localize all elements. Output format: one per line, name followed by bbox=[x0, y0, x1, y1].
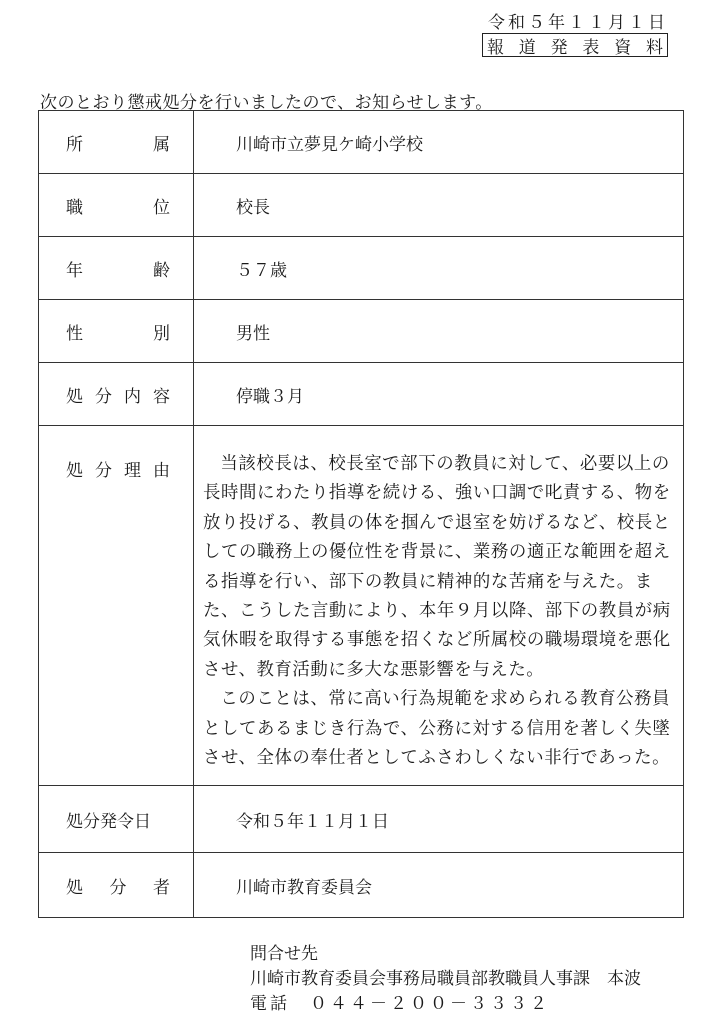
intro-text: 次のとおり懲戒処分を行いましたので、お知らせします。 bbox=[40, 93, 493, 113]
reason-paragraph: 当該校長は、校長室で部下の教員に対して、必要以上の長時間にわたり指導を続ける、強い口調で叱責する、物を放り投げる、教員の体を掴んで退室を妨げるなど、校長としての職務上の優位性を背景に、業務の適正な範囲を超える指導を行い、部下の教員に精神的な苦痛を与えた。また、こうした言動により、本年９月以降、部下の教員が病気休暇を取得する事態を招くなど所属校の職場環境を悪化させ、教育活動に多大な悪影響を与えた。 bbox=[203, 454, 671, 680]
row-value: 男性 bbox=[236, 323, 270, 344]
press-label-char: 資 bbox=[614, 37, 632, 58]
label-char: 属 bbox=[153, 134, 170, 155]
row-value: 川崎市立夢見ケ崎小学校 bbox=[236, 134, 423, 155]
label-char: 職 bbox=[66, 197, 83, 218]
row-label bbox=[39, 363, 194, 425]
label-char: 由 bbox=[153, 461, 170, 481]
press-label-char: 表 bbox=[582, 37, 600, 58]
press-label-char: 料 bbox=[645, 37, 663, 58]
label-char: 年 bbox=[66, 260, 83, 281]
row-value: ５７歳 bbox=[236, 260, 287, 281]
row-penalty bbox=[39, 363, 683, 426]
row-issuer bbox=[39, 853, 683, 918]
label-char: 内 bbox=[124, 386, 141, 407]
label-char: 分 bbox=[95, 386, 112, 407]
label-char: 者 bbox=[153, 877, 170, 898]
row-label bbox=[39, 174, 194, 236]
release-date: 令和５年１１月１日 bbox=[488, 13, 668, 33]
label-char: 位 bbox=[153, 197, 170, 218]
contact-phone: 電話 ０４４－２００－３３３２ bbox=[250, 994, 550, 1014]
disciplinary-table bbox=[38, 110, 684, 918]
label-char: 別 bbox=[153, 323, 170, 344]
press-release-label bbox=[482, 33, 668, 57]
row-label bbox=[39, 300, 194, 362]
label-char: 処 bbox=[66, 877, 83, 898]
row-value: 校長 bbox=[236, 197, 270, 218]
press-label-char: 道 bbox=[518, 37, 536, 58]
label-char: 分 bbox=[95, 461, 112, 481]
row-label bbox=[39, 426, 194, 785]
label-char: 処 bbox=[66, 461, 83, 481]
contact-department: 川崎市教育委員会事務局職員部教職員人事課 本波 bbox=[250, 969, 641, 989]
row-issue-date bbox=[39, 786, 683, 853]
press-label-char: 発 bbox=[550, 37, 568, 58]
label-char: 理 bbox=[124, 461, 141, 481]
row-label: 処分発令日 bbox=[39, 786, 194, 852]
row-position bbox=[39, 174, 683, 237]
label-char: 処 bbox=[66, 386, 83, 407]
label-char: 性 bbox=[66, 323, 83, 344]
label-char: 容 bbox=[153, 386, 170, 407]
contact-info bbox=[250, 942, 641, 1017]
row-label bbox=[39, 237, 194, 299]
press-label-char: 報 bbox=[487, 37, 504, 58]
row-value: 令和５年１１月１日 bbox=[236, 811, 389, 832]
label-char: 所 bbox=[66, 134, 83, 155]
row-affiliation bbox=[39, 111, 683, 174]
row-age bbox=[39, 237, 683, 300]
contact-heading: 問合せ先 bbox=[250, 944, 318, 964]
row-label bbox=[39, 111, 194, 173]
row-label bbox=[39, 853, 194, 917]
row-value: 川崎市教育委員会 bbox=[236, 877, 372, 898]
label-char: 分 bbox=[109, 877, 127, 898]
row-reason bbox=[39, 426, 683, 786]
row-value: 停職３月 bbox=[236, 386, 304, 407]
row-gender bbox=[39, 300, 683, 363]
label-char: 齢 bbox=[153, 260, 170, 281]
reason-paragraph: このことは、常に高い行為規範を求められる教育公務員としてあるまじき行為で、公務に対する信用を著しく失墜させ、全体の奉仕者としてふさわしくない非行であった。 bbox=[203, 689, 671, 769]
reason-text bbox=[194, 426, 683, 785]
